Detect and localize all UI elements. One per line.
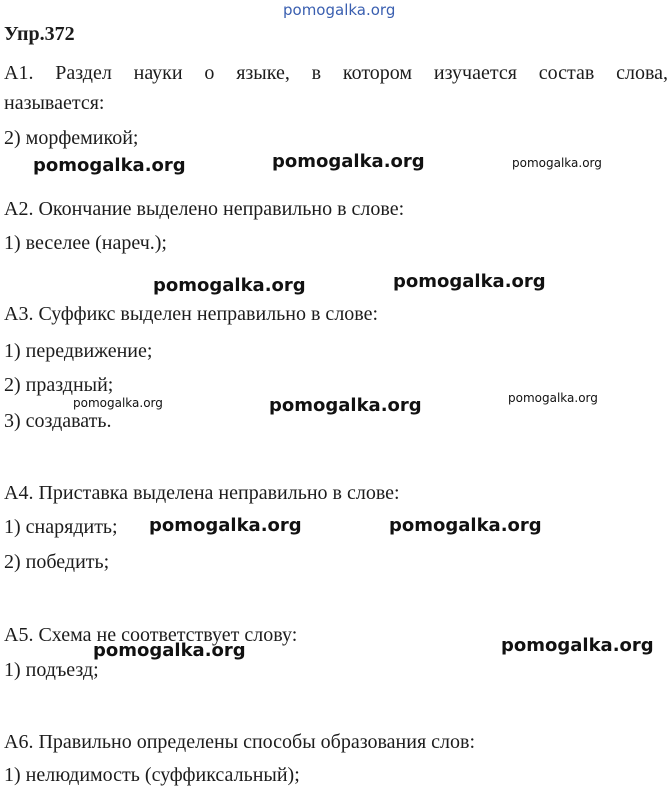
answer-a4-1: 1) снарядить; — [4, 516, 118, 538]
watermark: pomogalka.org — [149, 515, 302, 536]
answer-a1: 2) морфемикой; — [4, 127, 139, 149]
answer-a3-3: 3) создавать. — [4, 410, 112, 432]
watermark: pomogalka.org — [153, 275, 306, 296]
question-a2: А2. Окончание выделено неправильно в слове: — [4, 198, 405, 220]
answer-a3-1: 1) передвижение; — [4, 340, 153, 362]
exercise-title: Упр.372 — [4, 23, 75, 45]
question-a6: А6. Правильно определены способы образования слов: — [4, 731, 476, 753]
answer-a6: 1) нелюдимость (суффиксальный); — [4, 764, 300, 786]
answer-a4-2: 2) победить; — [4, 551, 110, 573]
watermark: pomogalka.org — [512, 156, 602, 170]
watermark: pomogalka.org — [269, 395, 422, 416]
watermark: pomogalka.org — [393, 271, 546, 292]
watermark: pomogalka.org — [389, 515, 542, 536]
watermark: pomogalka.org — [73, 396, 163, 410]
question-a3: А3. Суффикс выделен неправильно в слове: — [4, 303, 379, 325]
question-a1-line2: называется: — [4, 92, 105, 114]
answer-a2: 1) веселее (нареч.); — [4, 232, 167, 254]
answer-a3-2: 2) праздный; — [4, 374, 114, 396]
watermark: pomogalka.org — [33, 155, 186, 176]
watermark: pomogalka.org — [508, 391, 598, 405]
answer-a5: 1) подъезд; — [4, 659, 99, 681]
watermark: pomogalka.org — [93, 640, 246, 661]
question-a5: А5. Схема не соответствует слову: — [4, 624, 298, 646]
watermark: pomogalka.org — [272, 151, 425, 172]
watermark: pomogalka.org — [501, 635, 654, 656]
question-a4: А4. Приставка выделена неправильно в слове: — [4, 482, 400, 504]
site-watermark-top: pomogalka.org — [283, 1, 396, 19]
question-a1-line1: А1. Раздел науки о языке, в котором изучается состав слова, — [4, 62, 668, 84]
